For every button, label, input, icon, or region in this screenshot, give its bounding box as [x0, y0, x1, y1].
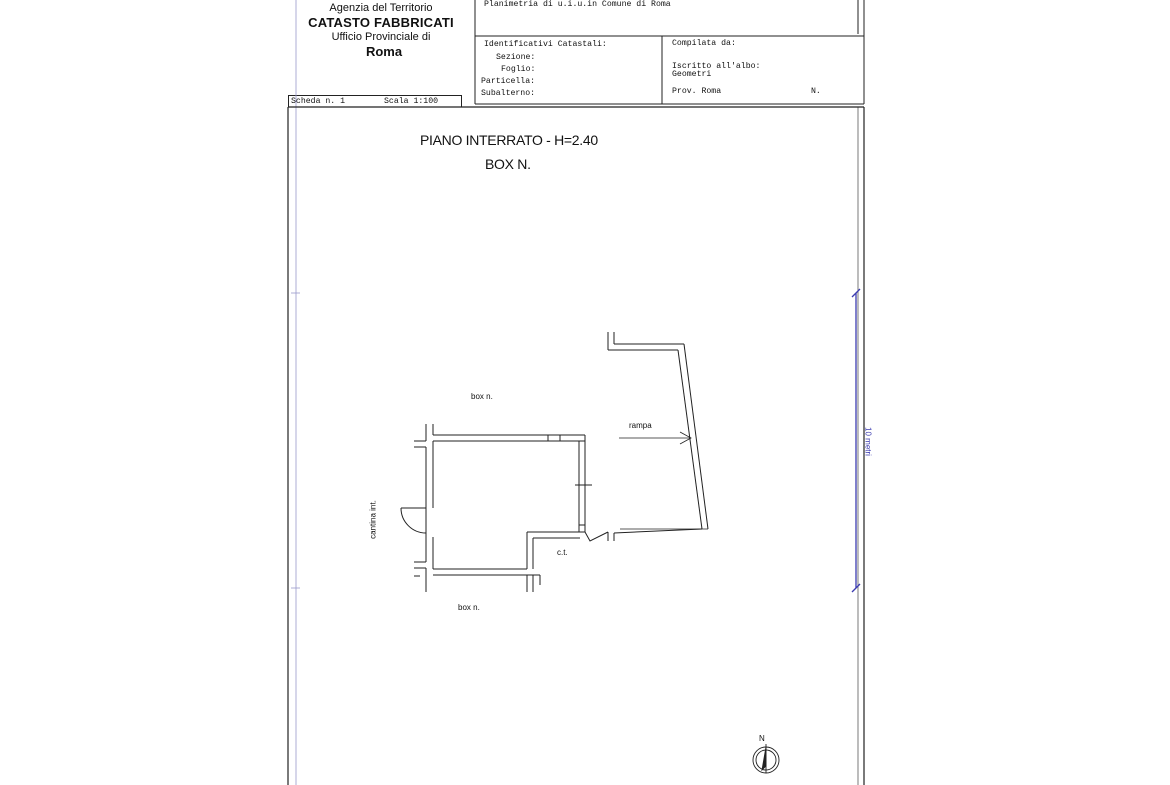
compilata-label: Compilata da: [672, 39, 736, 48]
plan-title: PIANO INTERRATO - H=2.40 [420, 132, 598, 148]
agency-name: Agenzia del Territorio [329, 2, 433, 14]
ct-label: c.t. [557, 548, 568, 557]
identificativi-label: Identificativi Catastali: [484, 40, 607, 49]
prov-label: Prov. Roma [672, 87, 722, 96]
particella-label: Particella: [481, 77, 536, 86]
catasto-title: CATASTO FABBRICATI [308, 15, 454, 31]
planimetria-text: Planimetria di u.i.u.in Comune di Roma [484, 0, 671, 9]
north-label: N [759, 734, 765, 743]
scale-bar-label: 10 metri [863, 427, 873, 456]
north-arrow [753, 744, 779, 773]
box-top-label: box n. [471, 392, 493, 401]
scheda-label: Scheda n. 1 [291, 97, 346, 106]
ufficio-label: Ufficio Provinciale di [331, 30, 431, 43]
geometri-label: Geometri [672, 70, 712, 79]
ufficio-city: Roma [365, 43, 403, 59]
scala-label: Scala 1:100 [384, 97, 439, 106]
cantina-label: cantina int. [368, 500, 378, 539]
box-bottom-label: box n. [458, 603, 480, 612]
numero-label: N. [811, 87, 821, 96]
sezione-label: Sezione: [496, 53, 536, 62]
scale-bar [852, 289, 860, 592]
foglio-label: Foglio: [501, 65, 536, 74]
iscritto-label: Iscritto all'albo: [672, 62, 761, 71]
plan-subtitle: BOX N. [485, 156, 531, 172]
rampa-label: rampa [629, 421, 652, 430]
subalterno-label: Subalterno: [481, 89, 536, 98]
